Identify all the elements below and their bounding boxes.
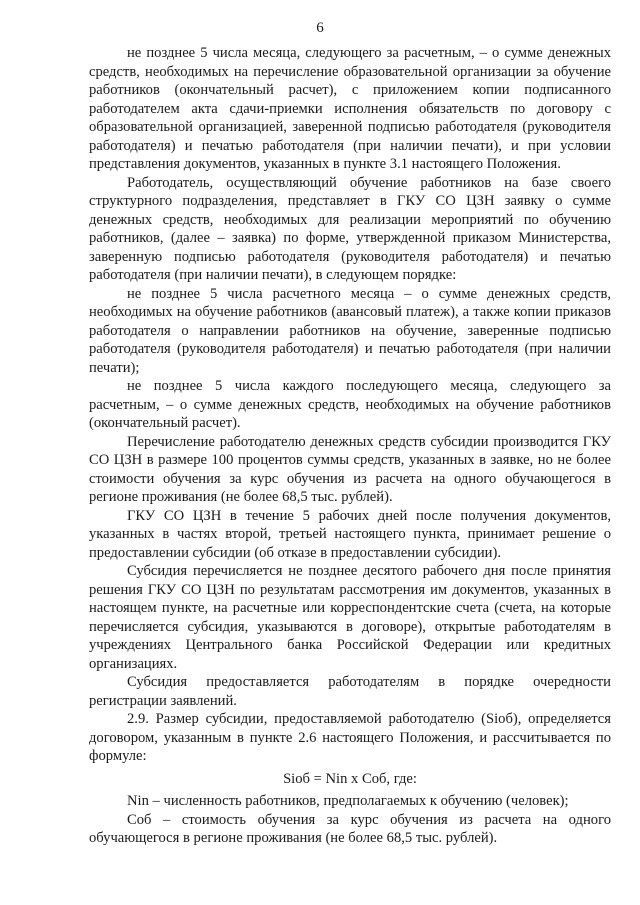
paragraph: не позднее 5 числа каждого последующего месяца, следующего за расчетным, – о сумме денежных средств, необходимых на обучение работников (окончательный расчет). [89,378,611,431]
paragraph: Субсидия перечисляется не позднее десятого рабочего дня после принятия решения ГКУ СО ЦЗН по результатам рассмотрения им документов, указанных в настоящем пункте, на расчетные или корреспондентские счета (счета, на которые перечисляется субсидия, указываются в договоре), открытые работодателям в учреждениях Центрального банка Российской Федерации или кредитных организациях. [89,563,611,672]
paragraph: ГКУ СО ЦЗН в течение 5 рабочих дней после получения документов, указанных в частях второй, третьей настоящего пункта, принимает решение о предоставлении субсидии (об отказе в предоставлении субсидии). [89,507,611,561]
paragraph: Субсидия предоставляется работодателям в порядке очередности регистрации заявлений. [89,674,611,709]
paragraph: Перечисление работодателю денежных средств субсидии производится ГКУ СО ЦЗН в размере 100 процентов суммы средств, указанных в заявке, но не более стоимости обучения за курс обучения из расчета на одного обучающегося в регионе проживания (не более 68,5 тыс. рублей). [89,433,611,505]
definition: Cоб – стоимость обучения за курс обучения из расчета на одного обучающегося в регионе проживания (не более 68,5 тыс. рублей). [89,811,611,846]
paragraph: не позднее 5 числа месяца, следующего за расчетным, – о сумме денежных средств, необходимых на перечисление образовательной организации за обучение работников (окончательный расчет), с приложением копии подписанного работодателем акта сдачи-приемки исполнения обязательств по договору с образовательной организацией, заверенной подписью работодателя (руководителя работодателя) и печатью работодателя (при наличии печати), и при условии представления документов, указанных в пункте 3.1 настоящего Положения. [89,45,611,172]
page-number: 6 [316,20,324,36]
paragraph: 2.9. Размер субсидии, предоставляемой работодателю (Siоб), определяется договором, указанным в пункте 2.6 настоящего Положения, и рассчитывается по формуле: [89,711,611,764]
definition: Nin – численность работников, предполагаемых к обучению (человек); [127,793,569,809]
paragraph: Работодатель, осуществляющий обучение работников на базе своего структурного подразделения, представляет в ГКУ СО ЦЗН заявку о сумме денежных средств, необходимых для реализации мероприятий по обучению работников, (далее – заявка) по форме, утвержденной приказом Министерства, заверенную подписью работодателя (руководителя работодателя) и печатью работодателя (при наличии печати), в следующем порядке: [89,174,611,283]
paragraph: не позднее 5 числа расчетного месяца – о сумме денежных средств, необходимых на обучение работников (авансовый платеж), а также копии приказов работодателя о направлении работников на обучение, заверенные подписью работодателя (руководителя работодателя) и печатью работодателя (при наличии печати); [89,285,611,376]
document-body [89,44,611,848]
formula: Siоб = Nin x Cоб, где: [283,770,417,787]
